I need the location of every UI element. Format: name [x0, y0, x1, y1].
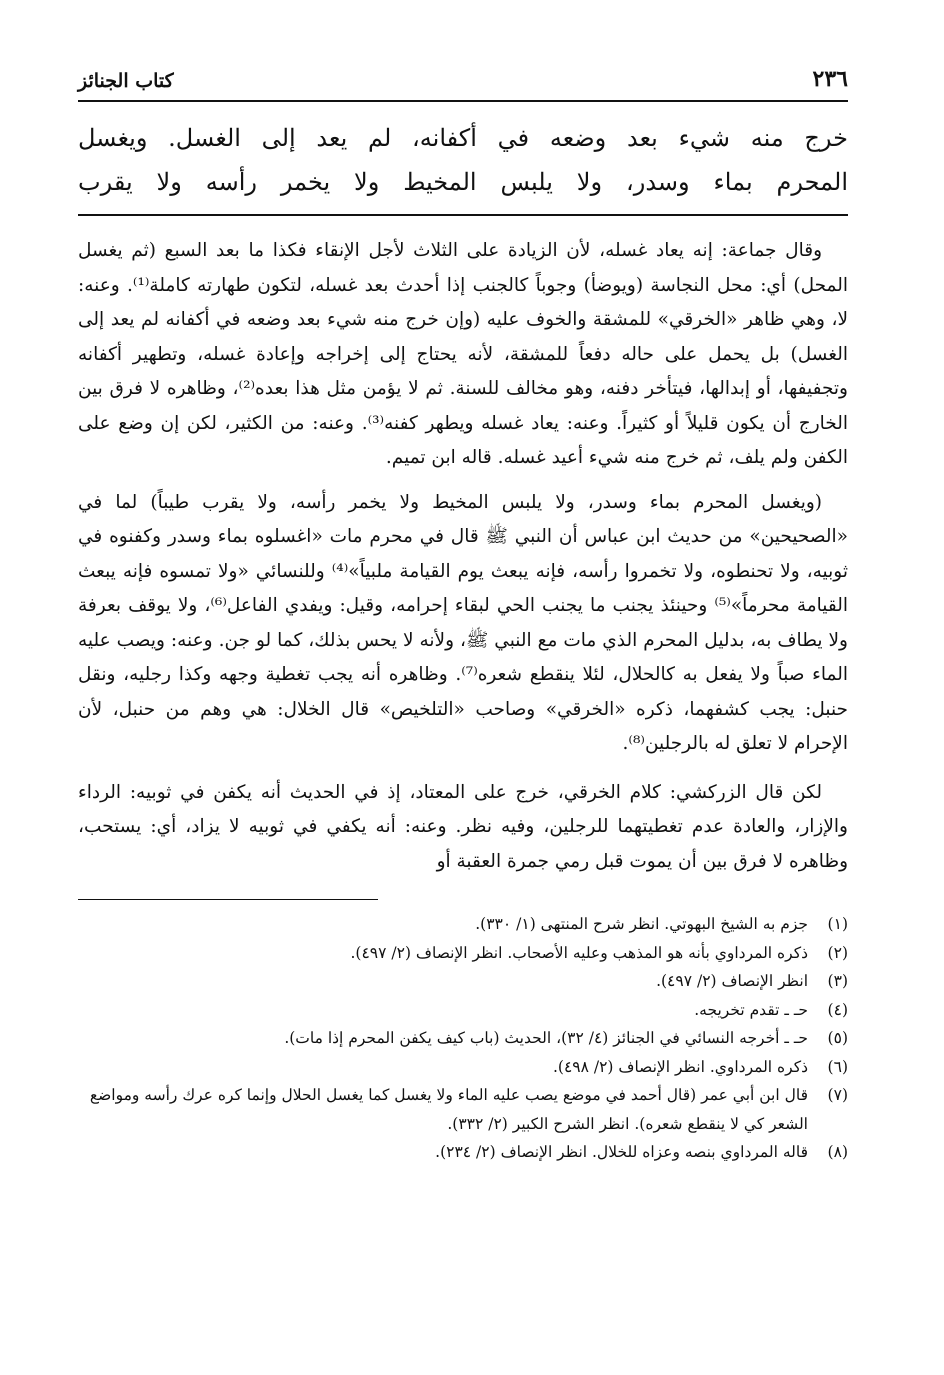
footnote-text: جزم به الشيخ البهوتي. انظر شرح المنتهى (١/ ٣٣٠).	[475, 915, 808, 933]
matn-divider	[78, 214, 848, 216]
matn-text	[78, 116, 848, 204]
footnotes-list	[78, 910, 848, 1167]
footnote-text: ذكره المرداوي بأنه هو المذهب وعليه الأصحاب. انظر الإنصاف (٢/ ٤٩٧).	[350, 943, 808, 962]
footnote-item	[78, 1081, 848, 1138]
commentary-text	[78, 234, 848, 879]
matn-line: خرج منه شيء بعد وضعه في أكفانه، لم يعد إلى الغسل. ويغسل	[78, 124, 848, 152]
footnote-item	[78, 996, 848, 1025]
footnote-divider	[78, 899, 378, 900]
footnote-text: حـ ـ أخرجه النسائي في الجنائز (٤/ ٣٢)، الحديث (باب كيف يكفن المحرم إذا مات).	[284, 1029, 808, 1047]
footnote-number: (٣)	[827, 972, 848, 990]
footnote-text: ذكره المرداوي. انظر الإنصاف (٢/ ٤٩٨).	[552, 1057, 808, 1076]
page-number: ٢٣٦	[812, 66, 848, 92]
footnote-text: قاله المرداوي بنصه وعزاه للخلال. انظر الإنصاف (٢/ ٢٣٤).	[435, 1143, 808, 1161]
footnote-number: (٨)	[827, 1143, 848, 1161]
footnote-text: انظر الإنصاف (٢/ ٤٩٧).	[656, 972, 808, 990]
footnote-item	[78, 910, 848, 939]
footnote-number: (٦)	[827, 1057, 848, 1076]
footnote-number: (٥)	[827, 1029, 848, 1047]
footnote-number: (١)	[827, 915, 848, 933]
page-header	[78, 56, 848, 102]
footnote-text: قال ابن أبي عمر (قال أحمد في موضع يصب عليه الماء ولا يغسل كما يغسل الحلال وإنما كره عرك رأسه ومواضع الشعر كي لا ينقطع شعره). انظر الشرح الكبير (٢/ ٣٣٢).	[89, 1086, 808, 1133]
footnote-text: حـ ـ تقدم تخريجه.	[694, 1000, 808, 1019]
book-page	[78, 56, 848, 1182]
footnote-number: (٢)	[827, 943, 848, 962]
commentary-paragraph: وقال جماعة: إنه يعاد غسله، لأن الزيادة على الثلاث لأجل الإنقاء فكذا ما بعد السبع (ثم يغسل المحل) أي: محل النجاسة (ويوضأ) وجوباً كالجنب إذا أحدث بعد غسله، لتكون طهارته كاملة⁽¹⁾. وعنه: لا، وهي ظاهر «الخرقي» للمشقة والخوف عليه (وإن خرج منه شيء بعد وضعه في أكفانه لم يعد إلى الغسل) بل يحمل على حاله دفعاً للمشقة، لأنه يحتاج إلى إخراجه وإعادة غسله، وتطهير أكفانه وتجفيفها، أو إبدالها، فيتأخر دفنه، وهو مخالف للسنة. ثم لا يؤمن مثل هذا بعده⁽²⁾، وظاهره لا فرق بين الخارج أن يكون قليلاً أو كثيراً. وعنه: يعاد غسله ويطهر كفنه⁽³⁾. وعنه: من الكثير، لكن إن وضع على الكفن ولم يلف، ثم خرج منه شيء أعيد غسله. قاله ابن تميم.	[78, 240, 849, 468]
footnote-item	[78, 1053, 848, 1082]
commentary-paragraph: لكن قال الزركشي: كلام الخرقي، خرج على المعتاد، إذ في الحديث أنه يكفن في ثوبيه: الرداء والإزار، والعادة عدم تغطيتهما للرجلين، وفيه نظر. وعنه: أنه يكفي في ثوبيه لا يزاد، أي: يستحب، وظاهره لا فرق بين أن يموت قبل رمي جمرة العقبة أو	[78, 781, 848, 872]
footnote-number: (٧)	[827, 1086, 848, 1104]
footnote-item	[78, 1138, 848, 1167]
footnote-item	[78, 939, 848, 968]
commentary-paragraph: (ويغسل المحرم بماء وسدر، ولا يلبس المخيط ولا يخمر رأسه، ولا يقرب طيباً) لما في «الصحيحين» من حديث ابن عباس أن النبي ﷺ قال في محرم مات «اغسلوه بماء وسدر وكفنوه في ثوبيه، ولا تحنطوه، ولا تخمروا رأسه، فإنه يبعث يوم القيامة ملبياً»⁽⁴⁾ وللنسائي «ولا تمسوه فإنه يبعث القيامة محرماً»⁽⁵⁾ وحينئذ يجنب ما يجنب الحي لبقاء إحرامه، وقيل: ويفدي الفاعل⁽⁶⁾، ولا يوقف بعرفة ولا يطاف به، بدليل المحرم الذي مات مع النبي ﷺ، ولأنه لا يحس بذلك، كما لو جن. وعنه: ويصب عليه الماء صباً ولا يفعل به كالحلال، لئلا ينقطع شعره⁽⁷⁾. وظاهره أنه يجب تغطية وجهه وكذا رجليه، ونقل حنبل: يجب كشفهما، ذكره «الخرقي» وصاحب «التلخيص» قال الخلال: هي وهم من حنبل، لأن الإحرام لا تعلق له بالرجلين⁽⁸⁾.	[78, 491, 849, 754]
matn-line: المحرم بماء وسدر، ولا يلبس المخيط ولا يخمر رأسه ولا يقرب	[78, 168, 848, 196]
footnote-item	[78, 967, 848, 996]
footnote-item	[78, 1024, 848, 1053]
footnote-number: (٤)	[827, 1000, 848, 1019]
running-title: كتاب الجنائز	[78, 70, 174, 92]
